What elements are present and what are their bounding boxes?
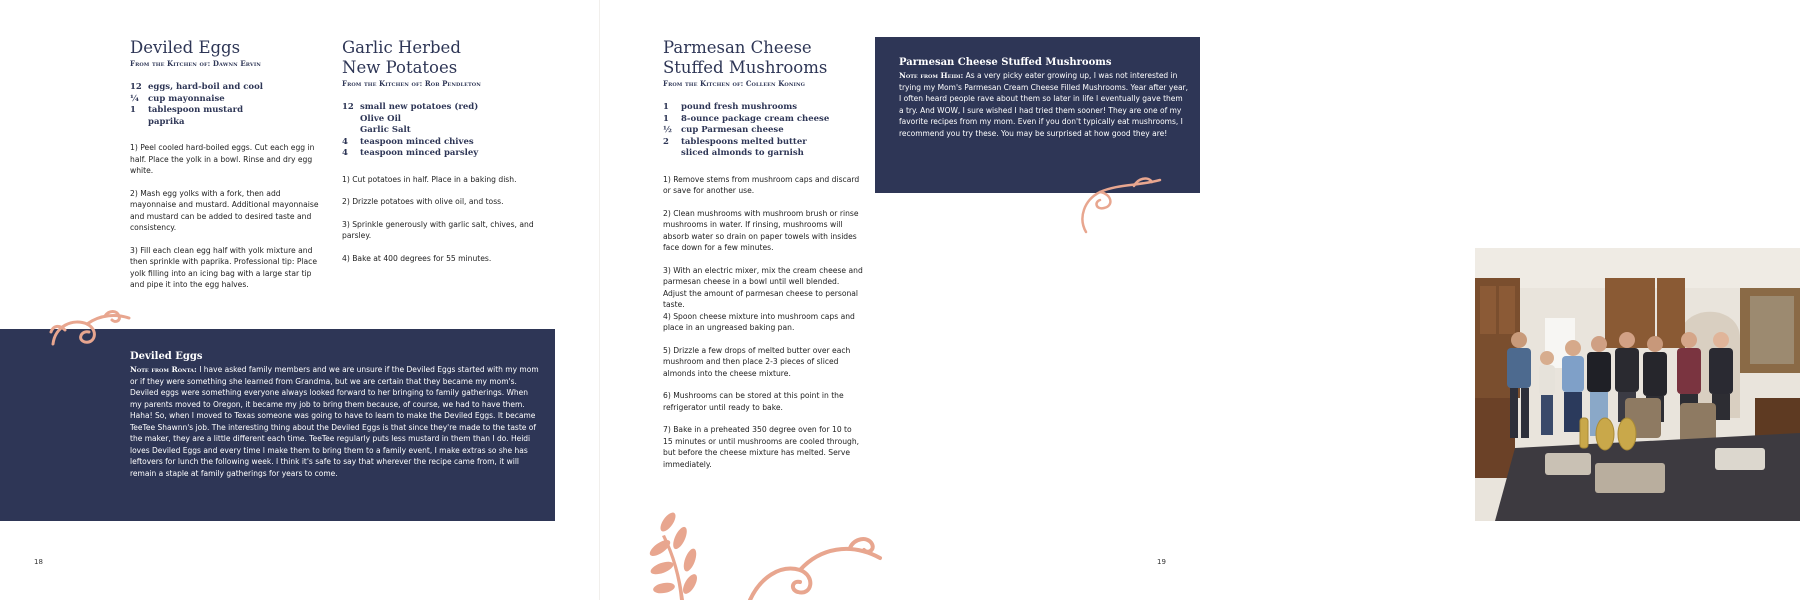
right-page bbox=[600, 0, 1590, 600]
family-photo bbox=[1475, 248, 1800, 521]
recipe-kitchen: From the Kitchen of: Dawnn Ervin bbox=[130, 59, 261, 68]
note-body: Note from Heidi: As a very picky eater growing up, I was not interested in trying my Mom's Parmesan Cream Cheese Filled Mushrooms. Year after year, I often heard people rave about them so later in life I eventually gave them a try. And WOW, I sure wished I had tried them sooner! They are one of my favorite recipes from my mom. Even if you don't typically eat mushrooms, I recommend you try these. You may be surprised at how good they are! bbox=[899, 71, 1189, 138]
note-box-deviled-eggs bbox=[0, 329, 555, 521]
recipe-step: 2) Mash egg yolks with a fork, then add mayonnaise and mustard. Additional mayonnaise and mustard can be added to desired taste and consistency. bbox=[130, 188, 319, 232]
recipe-step: 4) Spoon cheese mixture into mushroom caps and place in an ungreased baking pan. bbox=[663, 311, 855, 332]
leaf-branch-ornament-icon bbox=[650, 508, 910, 600]
ingredient-row: ½ cup Parmesan cheese bbox=[663, 125, 784, 135]
recipe-deviled-eggs bbox=[130, 38, 325, 302]
recipe-title: Deviled Eggs bbox=[130, 38, 241, 57]
recipe-step: 3) With an electric mixer, mix the cream cheese and parmesan cheese in a bowl until well blended. Adjust the amount of parmesan cheese to personal taste. bbox=[663, 265, 863, 309]
recipe-step: 1) Remove stems from mushroom caps and discard or save for another use. bbox=[663, 174, 860, 195]
step-list bbox=[130, 142, 325, 291]
step-list bbox=[342, 174, 537, 265]
note-box-mushrooms bbox=[875, 37, 1200, 193]
recipe-title: Garlic Herbed New Potatoes bbox=[342, 38, 461, 77]
ingredient-row: 2 tablespoons melted butter bbox=[663, 136, 807, 147]
recipe-step: 3) Fill each clean egg half with yolk mixture and then sprinkle with paprika. Professional tip: Place yolk filling into an icing bag with a large star tip and pipe it into the egg halves. bbox=[130, 245, 318, 289]
note-label: Note from Heidi: bbox=[899, 71, 964, 80]
step-list bbox=[663, 174, 863, 471]
ingredient-row: 1 tablespoon mustard bbox=[130, 105, 244, 115]
recipe-step: 1) Cut potatoes in half. Place in a baking dish. bbox=[342, 174, 517, 184]
recipe-step: 5) Drizzle a few drops of melted butter over each mushroom and then place 2-3 pieces of sliced almonds into the cheese mixture. bbox=[663, 345, 851, 378]
ingredient-row: 4 teaspoon minced parsley bbox=[342, 148, 479, 158]
recipe-step: 6) Mushrooms can be stored at this point in the refrigerator until ready to bake. bbox=[663, 391, 844, 412]
recipe-step: 3) Sprinkle generously with garlic salt, chives, and parsley. bbox=[342, 219, 534, 240]
page-number: 19 bbox=[1157, 558, 1166, 566]
ingredient-row: ¼ cup mayonnaise bbox=[130, 93, 225, 104]
flourish-ornament-icon bbox=[45, 308, 135, 350]
recipe-step: 1) Peel cooled hard-boiled eggs. Cut each egg in half. Place the yolk in a bowl. Rinse and dry egg white. bbox=[130, 143, 315, 175]
left-page bbox=[0, 0, 600, 600]
recipe-step: 2) Drizzle potatoes with olive oil, and toss. bbox=[342, 197, 504, 206]
ingredient-row: Olive Oil bbox=[360, 113, 402, 124]
recipe-stuffed-mushrooms bbox=[663, 38, 863, 481]
note-title: Deviled Eggs bbox=[130, 351, 203, 362]
ingredient-row: sliced almonds to garnish bbox=[681, 148, 804, 158]
note-label: Note from Ronta: bbox=[130, 365, 197, 374]
balloons-text: 1 0 0 bbox=[1587, 416, 1590, 417]
recipe-title: Parmesan Cheese Stuffed Mushrooms bbox=[663, 38, 828, 77]
page-number: 18 bbox=[34, 558, 43, 566]
ingredient-list bbox=[663, 102, 863, 160]
flourish-ornament-icon bbox=[1078, 172, 1168, 236]
ingredient-row: 12 small new potatoes (red) bbox=[342, 102, 479, 112]
ingredient-list bbox=[342, 102, 537, 160]
recipe-garlic-potatoes bbox=[342, 38, 537, 275]
ingredient-row: 12 eggs, hard-boil and cool bbox=[130, 82, 263, 92]
ingredient-row: 4 teaspoon minced chives bbox=[342, 136, 474, 147]
ingredient-row: paprika bbox=[148, 116, 185, 127]
recipe-step: 4) Bake at 400 degrees for 55 minutes. bbox=[342, 253, 492, 263]
note-title: Parmesan Cheese Stuffed Mushrooms bbox=[899, 57, 1112, 68]
recipe-kitchen: From the Kitchen of: Colleen Koning bbox=[663, 79, 806, 88]
recipe-kitchen: From the Kitchen of: Rob Pendleton bbox=[342, 79, 481, 88]
ingredient-row: 1 pound fresh mushrooms bbox=[663, 102, 798, 112]
ingredient-row: 1 8-ounce package cream cheese bbox=[663, 113, 830, 124]
note-body: Note from Ronta: I have asked family members and we are unsure if the Deviled Eggs started with my mom or if they were something she learned from Grandma, but we are certain that they became my mom's. Deviled eggs were something everyone always looked forward to her bringing to family gatherings. When my parents moved to Oregon, it became my job to bring them because, of course, we had to have them. Haha! So, when I moved to Texas someone was going to have to learn to make the Deviled Eggs. It became TeeTee Shawnn's job. The interesting thing about the Deviled Eggs is that since they're made to the taste of the maker, they are a little different each time. TeeTee regularly puts less mustard in them than I do. Heidi loves Deviled Eggs and every time I make them to bring them to a family event, I make extras so she has leftovers for lunch the following week. I think it's safe to say that wherever the recipe came from, it will remain a staple at family gatherings for years to come. bbox=[130, 365, 539, 478]
recipe-step: 2) Clean mushrooms with mushroom brush or rinse mushrooms in water. If rinsing, mushrooms will absorb water so drain on paper towels with insides face down for a few minutes. bbox=[663, 208, 859, 252]
ingredient-list bbox=[130, 82, 325, 128]
ingredient-row: Garlic Salt bbox=[360, 125, 411, 135]
recipe-step: 7) Bake in a preheated 350 degree oven for 10 to 15 minutes or until mushrooms are cooled through, but before the cheese mixture has melted. Serve immediately. bbox=[663, 425, 860, 469]
